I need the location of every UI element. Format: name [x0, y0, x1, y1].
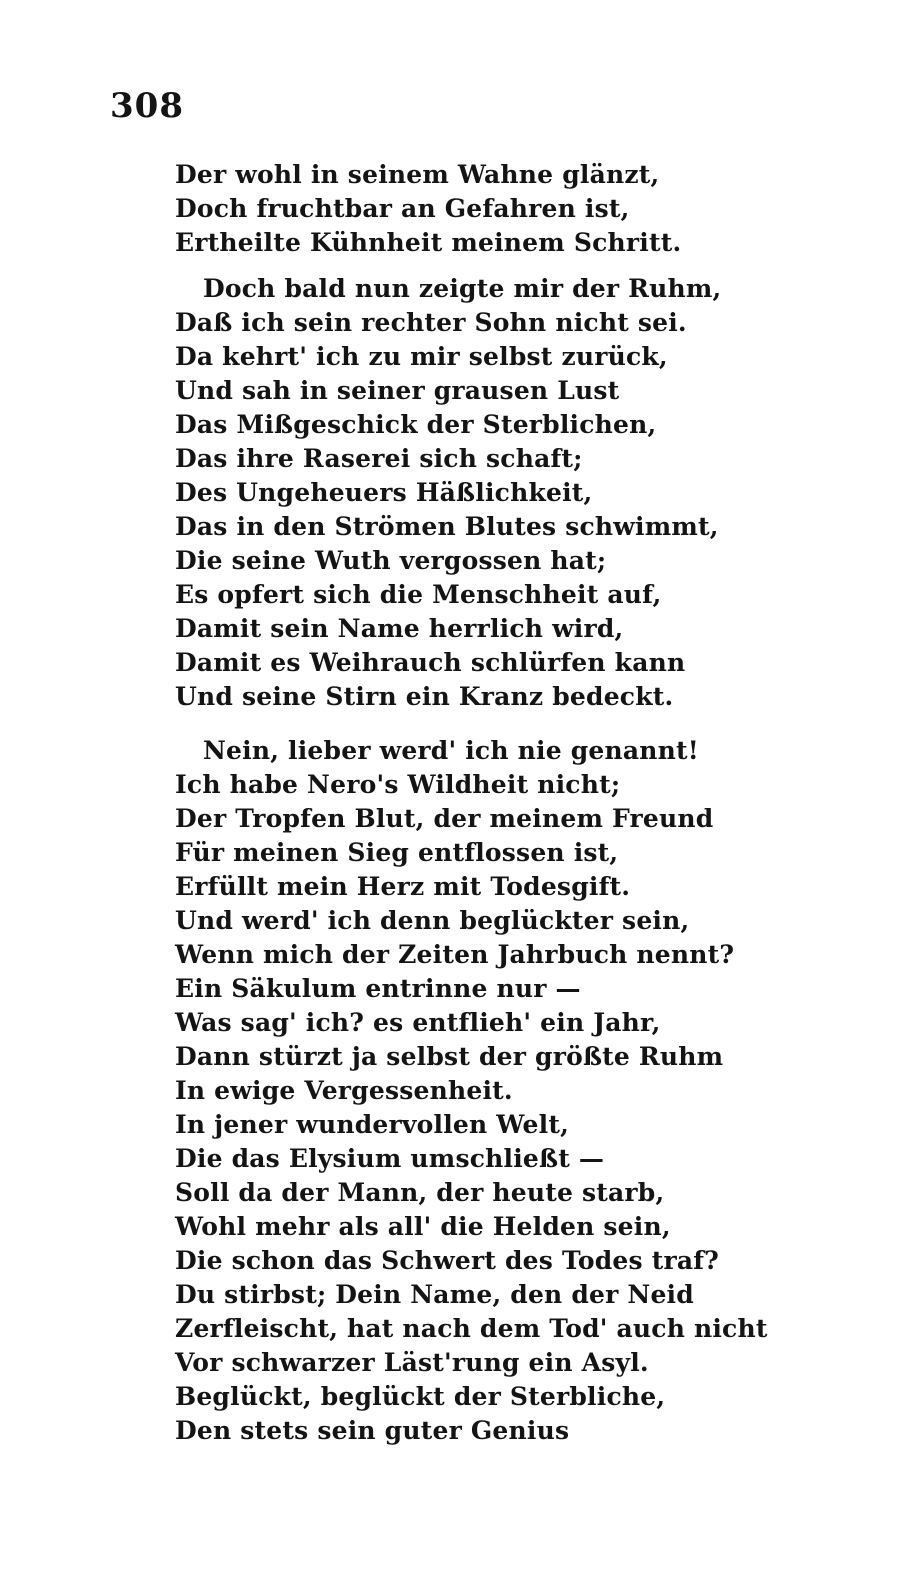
poem-line: Der wohl in seinem Wahne glänzt, [175, 160, 660, 189]
poem-line: Daß ich sein rechter Sohn nicht sei. [175, 308, 687, 337]
poem-line: Nein, lieber werd' ich nie genannt! [203, 736, 699, 765]
poem-text [175, 158, 768, 1448]
poem-line: Die seine Wuth vergossen hat; [175, 546, 607, 575]
poem-line: Dann stürzt ja selbst der größte Ruhm [175, 1042, 724, 1071]
poem-line: Den stets sein guter Genius [175, 1416, 570, 1445]
poem-line: Wenn mich der Zeiten Jahrbuch nennt? [175, 940, 735, 969]
poem-line: Erfüllt mein Herz mit Todesgift. [175, 872, 631, 901]
poem-line: Es opfert sich die Menschheit auf, [175, 580, 662, 609]
poem-line: Ertheilte Kühnheit meinem Schritt. [175, 228, 682, 257]
poem-line: Und sah in seiner grausen Lust [175, 376, 620, 405]
poem-line: Doch bald nun zeigte mir der Ruhm, [203, 274, 722, 303]
poem-line: Die das Elysium umschließt — [175, 1144, 605, 1173]
poem-line: Der Tropfen Blut, der meinem Freund [175, 804, 714, 833]
poem-line: Doch fruchtbar an Gefahren ist, [175, 194, 630, 223]
stanza-2 [175, 272, 735, 714]
poem-line: Soll da der Mann, der heute starb, [175, 1178, 665, 1207]
page-number: 308 [110, 86, 184, 126]
poem-line: Und werd' ich denn beglückter sein, [175, 906, 690, 935]
poem-line: Wohl mehr als all' die Helden sein, [175, 1212, 671, 1241]
poem-line: Ein Säkulum entrinne nur — [175, 974, 581, 1003]
poem-line: In jener wundervollen Welt, [175, 1110, 569, 1139]
poem-line: Das ihre Raserei sich schaft; [175, 444, 583, 473]
poem-line: Das Mißgeschick der Sterblichen, [175, 410, 657, 439]
stanza-3 [175, 734, 768, 1448]
poem-line: Vor schwarzer Läst'rung ein Asyl. [175, 1348, 649, 1377]
poem-line: Damit es Weihrauch schlürfen kann [175, 648, 686, 677]
poem-line: Damit sein Name herrlich wird, [175, 614, 624, 643]
stanza-1 [175, 158, 735, 260]
poem-line: Zerfleischt, hat nach dem Tod' auch nicht [175, 1314, 768, 1343]
poem-line: Beglückt, beglückt der Sterbliche, [175, 1382, 666, 1411]
poem-line: Für meinen Sieg entflossen ist, [175, 838, 619, 867]
poem-line: Was sag' ich? es entflieh' ein Jahr, [175, 1008, 661, 1037]
poem-line: Das in den Strömen Blutes schwimmt, [175, 512, 719, 541]
poem-line: Des Ungeheuers Häßlichkeit, [175, 478, 593, 507]
poem-line: Die schon das Schwert des Todes traf? [175, 1246, 720, 1275]
poem-line: In ewige Vergessenheit. [175, 1076, 513, 1105]
poem-line: Und seine Stirn ein Kranz bedeckt. [175, 682, 674, 711]
poem-line: Ich habe Nero's Wildheit nicht; [175, 770, 621, 799]
poem-line: Da kehrt' ich zu mir selbst zurück, [175, 342, 668, 371]
poem-line: Du stirbst; Dein Name, den der Neid [175, 1280, 694, 1309]
